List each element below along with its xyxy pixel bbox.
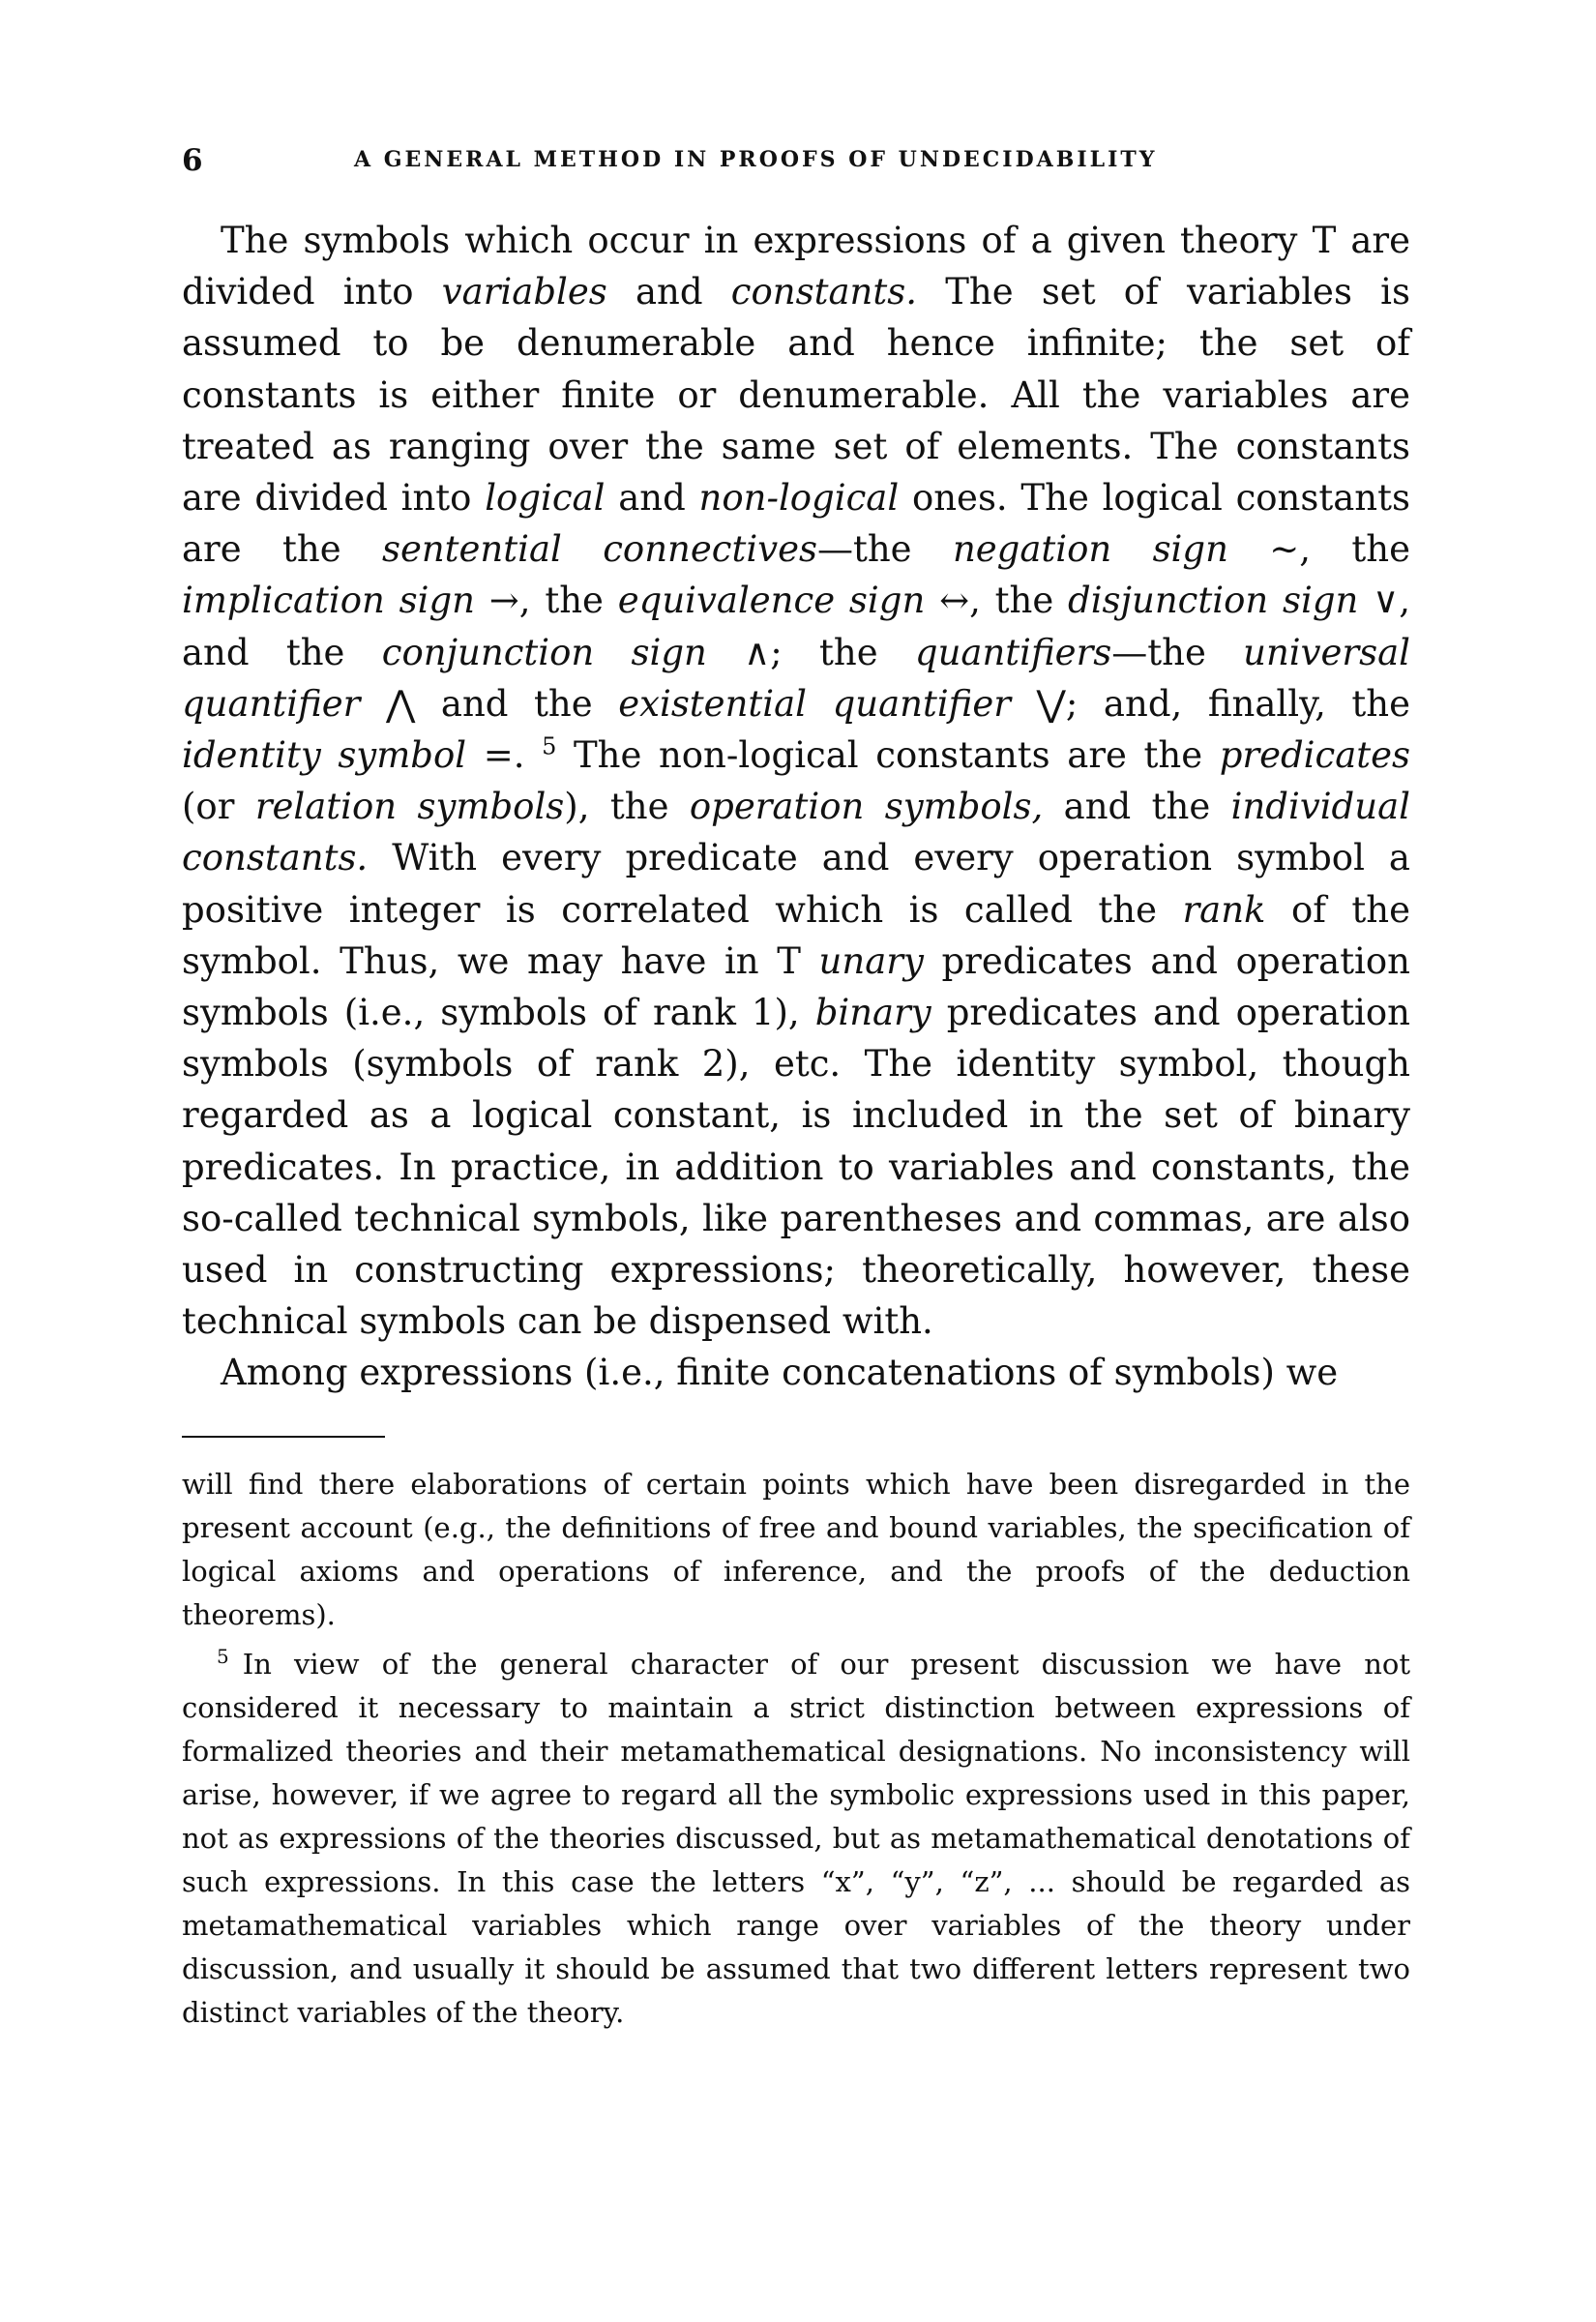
text-run: predicates and operation symbols (i.e., symbols of rank 1), — [182, 939, 1410, 1034]
footnote-divider — [182, 1436, 385, 1438]
italic-term: existential quantifier — [618, 682, 1011, 725]
text-run: With every predicate and every operation symbol a positive integer is correlated which is called the — [182, 837, 1410, 931]
italic-term: binary — [814, 992, 931, 1034]
italic-term: disjunction sign — [1068, 580, 1359, 622]
text-run: The set of variables is assumed to be denumerable and hence infinite; the set of constants is either finite or denumerable. All the variables are treated as ranging over the same set of elements. The constants are divided into — [182, 271, 1410, 520]
italic-term: rank — [1182, 888, 1266, 931]
italic-term: predicates — [1219, 734, 1411, 777]
italic-term: variables — [441, 271, 607, 313]
text-run: ∼, the — [1227, 528, 1410, 571]
italic-term: negation sign — [952, 528, 1228, 571]
italic-term: equivalence sign — [617, 580, 926, 622]
italic-term: non-logical — [698, 477, 900, 520]
italic-term: individual constants. — [182, 786, 1410, 879]
italic-term: universal quantifier — [182, 631, 1410, 725]
footnote-reference: 5 — [542, 732, 557, 760]
italic-term: operation symbols, — [689, 786, 1044, 828]
text-run: ⋁; and, finally, the — [1010, 682, 1411, 725]
footnote-5 — [182, 1643, 1410, 2035]
text-run: →, the — [475, 580, 618, 622]
text-run: ∧; the — [706, 631, 915, 673]
text-run: The non-logical constants are the — [556, 734, 1220, 777]
paragraph-symbols — [182, 215, 1410, 1347]
italic-term: relation symbols — [254, 786, 565, 828]
body-text — [182, 215, 1410, 1399]
text-run: =. — [466, 734, 525, 777]
text-run: ones. The logical constants are the — [182, 477, 1410, 571]
italic-term: logical — [485, 477, 606, 520]
text-run: ), the — [564, 786, 690, 828]
text-run: and — [606, 271, 731, 313]
text-run: of the symbol. Thus, we may have in T — [182, 888, 1410, 982]
page-header — [182, 143, 1410, 182]
text-run: ⋀ and the — [360, 682, 619, 725]
italic-term: constants. — [730, 271, 917, 313]
text-run: and the — [1043, 786, 1231, 828]
text-run: ∨, and the — [182, 580, 1410, 673]
text-run: predicates and operation symbols (symbols of rank 2), etc. The identity symbol, though regarded as a logical constant, is included in the set of binary predicates. In practice, in addition to variables and constants, the so-called technical symbols, like parentheses and commas, are also used in constructing expressions; theoretically, however, these technical symbols can be dispensed with. — [182, 992, 1410, 1343]
page-number: 6 — [182, 143, 203, 178]
italic-term: sentential connectives — [381, 528, 817, 571]
italic-term: implication sign — [182, 580, 475, 622]
footnote-text: In view of the general character of our present discussion we have not considered it necessary to maintain a strict distinction between expressions of formalized theories and their metamathematical designations. No inconsistency will arise, however, if we agree to regard all the symbolic expressions used in this paper, not as expressions of the theories discussed, but as metamathematical denotations of such expressions. In this case the letters “x”, “y”, “z”, ... should be regarded as metamathematical variables which range over variables of the theory under discussion, and usually it should be assumed that two different letters represent two distinct variables of the theory. — [182, 1648, 1410, 2029]
text-run: —the — [816, 528, 953, 571]
text-run: (or — [182, 786, 255, 828]
footnotes — [182, 1463, 1410, 2035]
italic-term: quantifiers — [914, 631, 1112, 673]
paragraph-expressions: Among expressions (i.e., finite concatenations of symbols) we — [221, 1352, 1339, 1394]
italic-term: conjunction sign — [381, 631, 707, 673]
running-head: A GENERAL METHOD IN PROOFS OF UNDECIDABILITY — [354, 147, 1158, 172]
footnote-number: 5 — [217, 1645, 229, 1669]
text-run: The symbols which occur in expressions of a given theory T are divided into — [182, 220, 1410, 313]
text-run: —the — [1111, 631, 1244, 673]
italic-term: unary — [818, 939, 924, 982]
text-run: and — [605, 477, 699, 520]
text-run: ↔, the — [925, 580, 1069, 622]
italic-term: identity symbol — [182, 734, 467, 777]
footnote-continuation: will find there elaborations of certain points which have been disregarded in the present account (e.g., the definitions of free and bound variables, the specification of logical axioms and operations of inference, and the proofs of the deduction theorems). — [182, 1468, 1410, 1631]
